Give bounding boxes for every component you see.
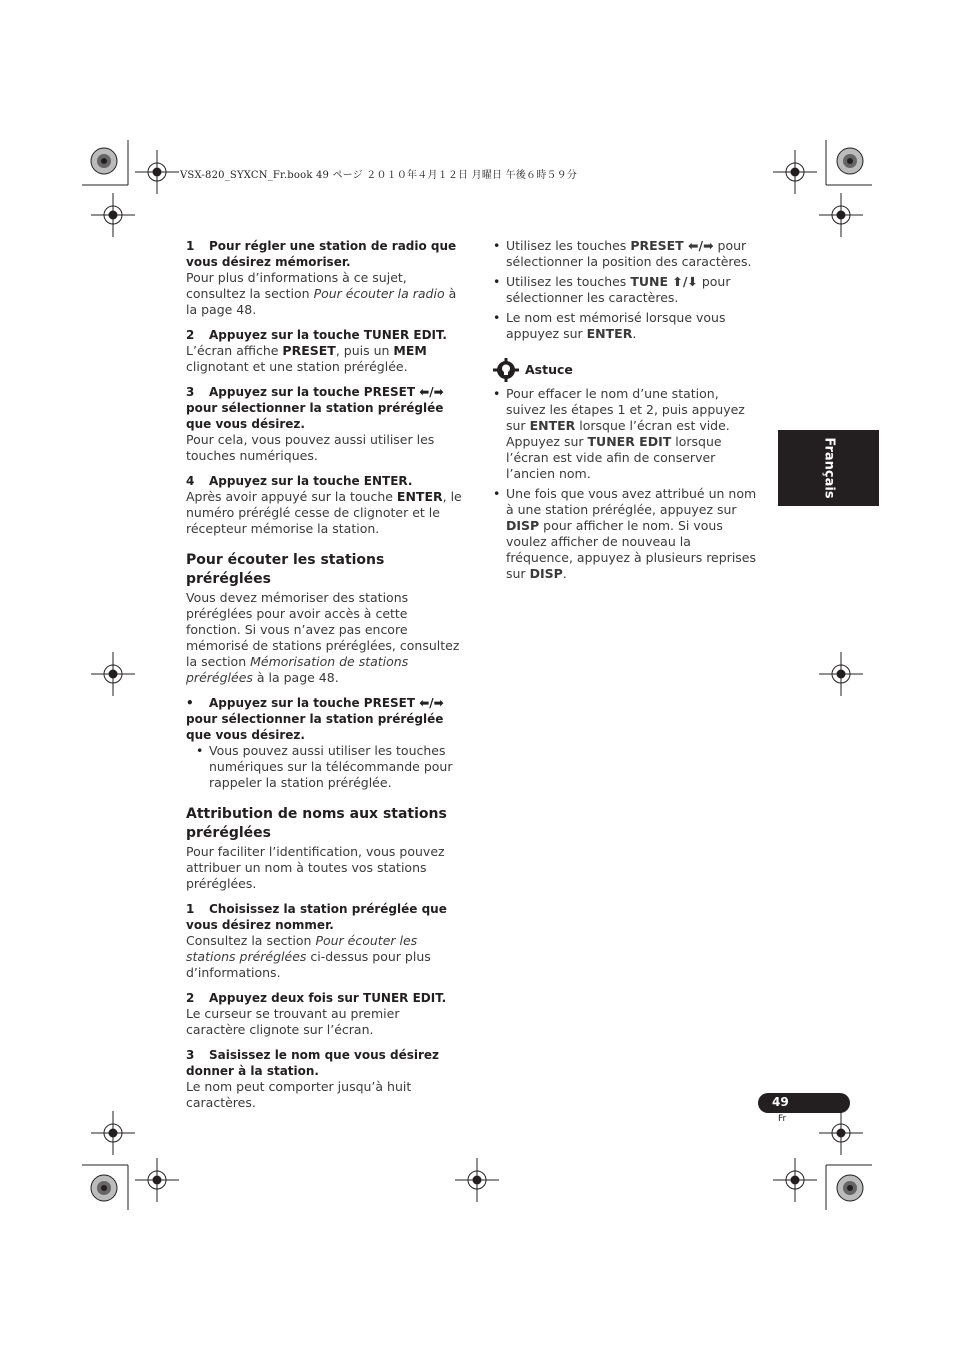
listen-step: • Appuyez sur la touche PRESET ⬅/➡ pour sélectionner la station préréglée que vous désirez. (186, 696, 444, 742)
page-language-code: Fr (778, 1114, 787, 1124)
list-item: • Le nom est mémorisé lorsque vous appuyez sur ENTER. (493, 310, 761, 342)
step-3-text: Pour cela, vous pouvez aussi utiliser les touches numériques. (186, 432, 435, 463)
heading-name-presets: Attribution de noms aux stations préréglées (186, 806, 447, 841)
print-header: VSX-820_SYXCN_Fr.book 49 ページ ２０１０年４月１２日 月曜日 午後６時５９分 (180, 170, 578, 181)
page-number: 49 (772, 1095, 789, 1109)
list-item: • Utilisez les touches PRESET ⬅/➡ pour sélectionner la position des caractères. (493, 238, 761, 270)
tip-list (493, 386, 761, 582)
name-step-3-title: 3 Saisissez le nom que vous désirez donner à la station. (186, 1048, 439, 1078)
left-column (186, 238, 462, 1111)
listen-sub-list (196, 743, 462, 791)
registration-mark-bottom (455, 1158, 499, 1202)
heading-listen-presets: Pour écouter les stations préréglées (186, 552, 385, 587)
crop-mark-top-right (773, 140, 872, 237)
list-item: • Pour effacer le nom d’une station, suivez les étapes 1 et 2, puis appuyez sur ENTER lorsque l’écran est vide. Appuyez sur TUNER EDIT lorsque l’écran est vide afin de conserver l’ancien nom. (493, 386, 761, 482)
names-intro: Pour faciliter l’identification, vous pouvez attribuer un nom à toutes vos stations préréglées. (186, 844, 445, 891)
crop-mark-bottom-left (82, 1111, 179, 1210)
list-item: • Vous pouvez aussi utiliser les touches numériques sur la télécommande pour rappeler la station préréglée. (196, 743, 462, 791)
step-1-title: 1 Pour régler une station de radio que vous désirez mémoriser. (186, 239, 457, 269)
page-number-badge (758, 1093, 850, 1113)
lightbulb-icon (493, 358, 519, 382)
language-tab-label: Français (821, 437, 836, 499)
name-step-2-title: 2 Appuyez deux fois sur TUNER EDIT. (186, 991, 447, 1005)
list-item: • Utilisez les touches TUNE ⬆/⬇ pour sélectionner les caractères. (493, 274, 761, 306)
registration-mark-left (91, 652, 135, 696)
step-2-title: 2 Appuyez sur la touche TUNER EDIT. (186, 328, 447, 342)
right-column (493, 238, 761, 586)
language-tab (778, 430, 879, 506)
tip-heading (493, 358, 761, 382)
listen-intro: Vous devez mémoriser des stations préréglées pour avoir accès à cette fonction. Si vous n’avez pas encore mémorisé de stations préréglées, consultez la section Mémorisation de stations préréglées à la page 48. (186, 590, 460, 685)
step-2-text: L’écran affiche PRESET, puis un MEM clignotant et une station préréglée. (186, 343, 427, 374)
registration-mark-right (819, 652, 863, 696)
crop-mark-bottom-right (773, 1111, 872, 1210)
list-item: • Une fois que vous avez attribué un nom à une station préréglée, appuyez sur DISP pour afficher le nom. Si vous voulez afficher de nouveau la fréquence, appuyez à plusieurs reprises sur DISP. (493, 486, 761, 582)
name-step-3-text: Le nom peut comporter jusqu’à huit caractères. (186, 1079, 412, 1110)
tip-title: Astuce (525, 362, 573, 377)
name-step-1-title: 1 Choisissez la station préréglée que vous désirez nommer. (186, 902, 447, 932)
step-4-text: Après avoir appuyé sur la touche ENTER, le numéro préréglé cesse de clignoter et le récepteur mémorise la station. (186, 489, 462, 536)
step-1-text: Pour plus d’informations à ce sujet, consultez la section Pour écouter la radio à la page 48. (186, 270, 457, 317)
step-3-title: 3 Appuyez sur la touche PRESET ⬅/➡ pour sélectionner la station préréglée que vous désirez. (186, 385, 444, 431)
naming-bullets (493, 238, 761, 342)
name-step-2-text: Le curseur se trouvant au premier caractère clignote sur l’écran. (186, 1006, 400, 1037)
step-4-title: 4 Appuyez sur la touche ENTER. (186, 474, 413, 488)
name-step-1-text: Consultez la section Pour écouter les stations préréglées ci-dessus pour plus d’informations. (186, 933, 431, 980)
crop-mark-top-left (82, 140, 179, 237)
